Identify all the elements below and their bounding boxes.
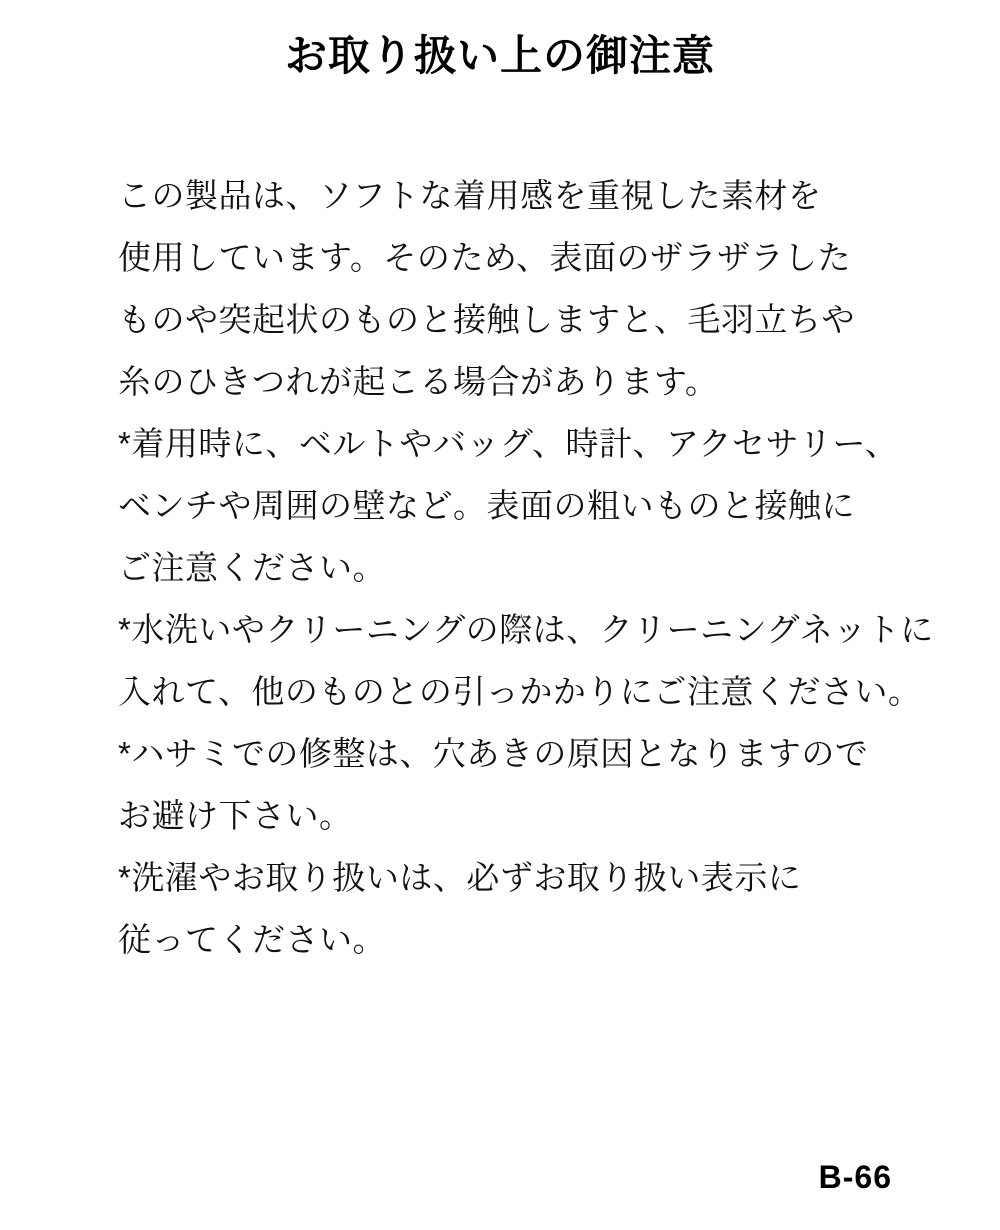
body-line: 使用しています。そのため、表面のザラザラした [118,238,852,276]
body-line: 従ってください。 [118,920,386,958]
page-code: B-66 [818,1159,892,1195]
body-line: *ハサミでの修整は、穴あきの原因となりますので [118,734,869,772]
body-line: *洗濯やお取り扱いは、必ずお取り扱い表示に [118,858,802,896]
body-line: ものや突起状のものと接触しますと、毛羽立ちや [118,300,855,338]
body-line: ご注意ください。 [118,548,386,586]
body-line: *着用時に、ベルトやバッグ、時計、アクセサリー、 [118,424,899,462]
body-line: この製品は、ソフトな着用感を重視した素材を [118,176,822,214]
care-instructions-body [0,165,1000,971]
body-line: お避け下さい。 [118,796,353,834]
page-title: お取り扱い上の御注意 [284,32,715,79]
body-line: ベンチや周囲の壁など。表面の粗いものと接触に [118,486,855,524]
document-page [0,30,1000,1230]
body-line: 入れて、他のものとの引っかかりにご注意ください。 [118,672,922,710]
body-line: 糸のひきつれが起こる場合があります。 [118,362,719,400]
body-line: *水洗いやクリーニングの際は、クリーニングネットに [118,610,934,648]
